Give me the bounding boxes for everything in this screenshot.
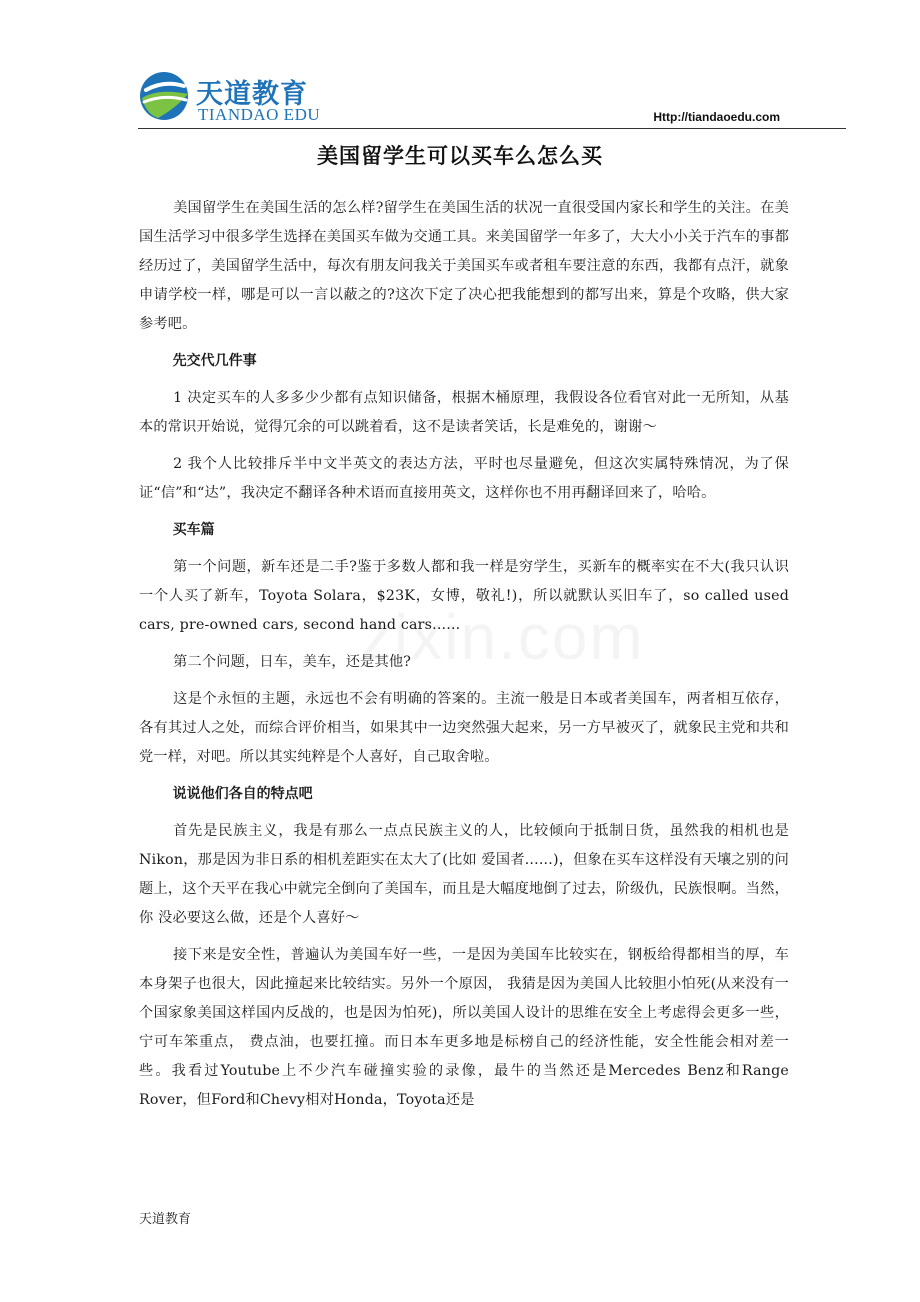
paragraph: 2 我个人比较排斥半中文半英文的表达方法，平时也尽量避免，但这次实属特殊情况，为了保证“信”和“达”，我决定不翻译各种术语而直接用英文，这样你也不用再翻译回来了，哈哈。 [139,456,789,501]
paragraph: 第一个问题，新车还是二手?鉴于多数人都和我一样是穷学生，买新车的概率实在不大(我只认识一个人买了新车，Toyota Solara，$23K，女博，敬礼!)，所以就默认买旧车了，so called used cars, pre-owned cars, second hand cars...... [139,559,789,633]
paragraph: 这是个永恒的主题，永远也不会有明确的答案的。主流一般是日本或者美国车，两者相互依存，各有其过人之处，而综合评价相当，如果其中一边突然强大起来，另一方早被灭了，就象民主党和共和党一样，对吧。所以其实纯粹是个人喜好，自己取舍啦。 [139,691,789,765]
paragraph: 1 决定买车的人多多少少都有点知识储备，根据木桶原理，我假设各位看官对此一无所知，从基本的常识开始说，觉得冗余的可以跳着看，这不是读者笑话，长是难免的，谢谢～ [139,390,789,435]
logo-english-text: TIANDAO EDU [198,105,321,124]
page-footer: 天道教育 [139,1212,192,1227]
paragraph: 美国留学生在美国生活的怎么样?留学生在美国生活的状况一直很受国内家长和学生的关注。在美国生活学习中很多学生选择在美国买车做为交通工具。来美国留学一年多了，大大小小关于汽车的事都经历过了，美国留学生活中，每次有朋友问我关于美国买车或者租车要注意的东西，我都有点汗，就象申请学校一样，哪是可以一言以蔽之的?这次下定了决心把我能想到的都写出来，算是个攻略，供大家参考吧。 [139,200,789,332]
page-header [138,62,846,130]
globe-logo-icon [138,68,194,124]
section-heading: 先交代几件事 [172,353,257,369]
section-heading: 说说他们各自的特点吧 [172,786,313,802]
section-heading: 买车篇 [172,522,215,538]
paragraph: 首先是民族主义，我是有那么一点点民族主义的人，比较倾向于抵制日货，虽然我的相机也是Nikon，那是因为非日系的相机差距实在太大了(比如 爱国者......)，但象在买车这样没有天壤之别的问题上，这个天平在我心中就完全倒向了美国车，而且是大幅度地倒了过去，阶级仇，民族恨啊。当然，你 没必要这么做，还是个人喜好～ [139,823,789,926]
paragraph: 第二个问题，日车，美车，还是其他? [173,654,412,670]
logo-chinese-text: 天道教育 [196,79,308,110]
paragraph: 接下来是安全性，普遍认为美国车好一些，一是因为美国车比较实在，钢板给得都相当的厚，车本身架子也很大，因此撞起来比较结实。另外一个原因， 我猜是因为美国人比较胆小怕死(从来没有一个国家象美国这样国内反战的，也是因为怕死)，所以美国人设计的思维在安全上考虑得会更多一些，宁可车笨重点， 费点油，也要扛撞。而日本车更多地是标榜自己的经济性能，安全性能会相对差一些。我看过Youtube上不少汽车碰撞实验的录像，最牛的当然还是Mercedes Benz和Range Rover，但Ford和Chevy相对Honda，Toyota还是 [139,947,789,1108]
header-divider [138,128,846,129]
brand-logo[interactable] [138,68,348,128]
site-url-link[interactable]: Http://tiandaoedu.com [653,110,780,124]
article-body [139,194,789,1123]
document-title: 美国留学生可以买车么怎么买 [317,144,603,168]
